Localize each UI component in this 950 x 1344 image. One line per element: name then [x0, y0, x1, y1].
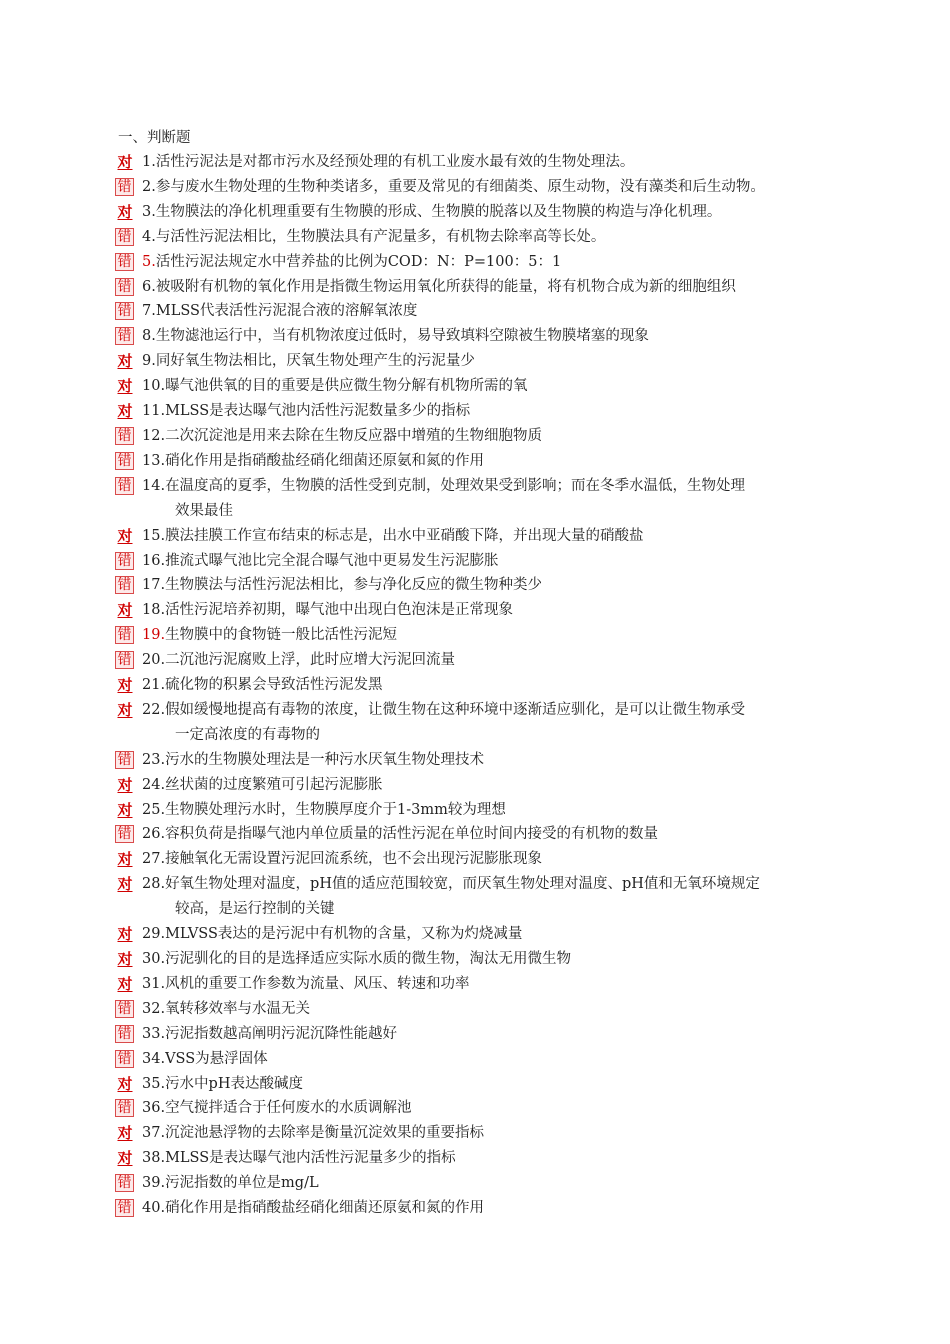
question-number: 15. — [142, 527, 166, 544]
question-item — [115, 524, 855, 549]
question-text: 风机的重要工作参数为流量、风压、转速和功率 — [165, 975, 470, 992]
answer-right-mark: 对 — [117, 925, 133, 944]
question-text: 污泥指数的单位是mg/L — [165, 1175, 319, 1192]
answer-wrong-mark: 错 — [115, 1199, 134, 1217]
answer-wrong-mark: 错 — [115, 302, 134, 320]
answer-right-mark: 对 — [117, 1124, 133, 1143]
question-number: 20. — [142, 652, 166, 669]
question-text: 硝化作用是指硝酸盐经硝化细菌还原氨和氮的作用 — [165, 1200, 485, 1217]
question-number: 14. — [142, 477, 166, 494]
question-item — [115, 474, 855, 524]
question-text: 污水的生物膜处理法是一种污水厌氧生物处理技术 — [165, 751, 485, 768]
question-text: 与活性污泥法相比，生物膜法具有产泥量多，有机物去除率高等长处。 — [155, 228, 606, 245]
question-text: MLSS是表达曝气池内活性污泥数量多少的指标 — [165, 403, 471, 420]
question-item — [115, 1096, 855, 1121]
question-text: 丝状菌的过度繁殖可引起污泥膨胀 — [165, 776, 383, 793]
question-text: 接触氧化无需设置污泥回流系统，也不会出现污泥膨胀现象 — [165, 851, 543, 868]
question-list — [115, 150, 855, 1221]
question-item — [115, 748, 855, 773]
question-item — [115, 1196, 855, 1221]
question-item — [115, 150, 855, 175]
question-item — [115, 698, 855, 748]
answer-right-mark: 对 — [117, 950, 133, 968]
answer-wrong-mark: 错 — [115, 427, 134, 445]
question-number: 26. — [142, 826, 166, 843]
question-number: 34. — [142, 1050, 166, 1067]
answer-wrong-mark: 错 — [115, 327, 134, 345]
question-number: 31. — [142, 975, 166, 992]
question-item — [115, 847, 855, 872]
question-text: 活性污泥法规定水中营养盐的比例为COD：N：P=100：5：1 — [155, 253, 562, 270]
question-text: 被吸附有机物的氧化作用是指微生物运用氧化所获得的能量，将有机物合成为新的细胞组织 — [155, 278, 736, 295]
answer-wrong-mark: 错 — [115, 1050, 134, 1068]
question-text: 硝化作用是指硝酸盐经硝化细菌还原氨和氮的作用 — [165, 452, 485, 469]
question-number: 30. — [142, 951, 166, 967]
answer-right-mark: 对 — [117, 526, 133, 545]
question-text: 氧转移效率与水温无关 — [165, 1000, 311, 1017]
question-text: 膜法挂膜工作宣布结束的标志是，出水中亚硝酸下降，并出现大量的硝酸盐 — [165, 527, 644, 544]
question-text: 污泥指数越高阐明污泥沉降性能越好 — [165, 1025, 398, 1042]
answer-wrong-mark: 错 — [115, 1174, 134, 1192]
question-text: 空气搅拌适合于任何废水的水质调解池 — [165, 1100, 412, 1117]
answer-wrong-mark: 错 — [115, 1099, 134, 1117]
question-item — [115, 250, 855, 275]
question-item — [115, 1171, 855, 1196]
question-item — [115, 872, 855, 922]
question-text: 在温度高的夏季，生物膜的活性受到克制，处理效果受到影响；而在冬季水温低，生物处理 — [165, 477, 746, 494]
question-number: 2. — [142, 178, 156, 195]
question-text: 好氧生物处理对温度，pH值的适应范围较宽，而厌氧生物处理对温度、pH值和无氧环境规定 — [165, 876, 760, 893]
answer-right-mark: 对 — [117, 153, 133, 171]
question-item — [115, 598, 855, 623]
answer-wrong-mark: 错 — [115, 825, 134, 843]
question-text: 硫化物的积累会导致活性污泥发黑 — [165, 677, 383, 694]
question-number: 27. — [142, 851, 166, 868]
question-item — [115, 424, 855, 449]
question-item — [115, 175, 855, 200]
question-text: MLVSS表达的是污泥中有机物的含量，又称为灼烧减量 — [165, 926, 523, 943]
question-item — [115, 1121, 855, 1146]
answer-wrong-mark: 错 — [115, 228, 134, 246]
question-item — [115, 399, 855, 424]
question-text: 参与废水生物处理的生物种类诸多，重要及常见的有细菌类、原生动物，没有藻类和后生动物。 — [155, 178, 765, 195]
question-number: 39. — [142, 1175, 166, 1192]
question-number: 6. — [142, 278, 156, 295]
question-text: 污水中pH表达酸碱度 — [165, 1075, 303, 1092]
answer-wrong-mark: 错 — [115, 626, 134, 644]
question-item — [115, 324, 855, 349]
question-number: 24. — [142, 776, 166, 793]
answer-wrong-mark: 错 — [115, 552, 134, 570]
question-item — [115, 972, 855, 997]
answer-wrong-mark: 错 — [115, 1000, 134, 1018]
question-item — [115, 922, 855, 947]
question-number: 10. — [142, 378, 166, 395]
answer-right-mark: 对 — [117, 352, 133, 371]
question-item — [115, 374, 855, 399]
question-number: 40. — [142, 1200, 166, 1217]
question-item — [115, 1146, 855, 1171]
question-item — [115, 1047, 855, 1072]
answer-wrong-mark: 错 — [115, 477, 134, 495]
question-item — [115, 1022, 855, 1047]
question-item — [115, 349, 855, 374]
question-number: 1. — [142, 154, 156, 170]
question-text: 生物膜法的净化机理重要有生物膜的形成、生物膜的脱落以及生物膜的构造与净化机理。 — [155, 203, 722, 220]
question-number: 32. — [142, 1000, 166, 1017]
question-item — [115, 299, 855, 324]
answer-right-mark: 对 — [117, 676, 133, 695]
question-number: 35. — [142, 1075, 166, 1092]
question-text: 容积负荷是指曝气池内单位质量的活性污泥在单位时间内接受的有机物的数量 — [165, 826, 659, 843]
question-item — [115, 997, 855, 1022]
question-number: 25. — [142, 801, 166, 818]
question-number: 4. — [142, 228, 156, 245]
question-item — [115, 1072, 855, 1097]
question-number: 9. — [142, 353, 156, 370]
question-text: 生物滤池运行中，当有机物浓度过低时，易导致填料空隙被生物膜堵塞的现象 — [155, 328, 649, 345]
question-text: 生物膜法与活性污泥法相比，参与净化反应的微生物种类少 — [165, 577, 543, 594]
question-number: 33. — [142, 1025, 166, 1042]
answer-right-mark: 对 — [117, 1149, 133, 1168]
question-text: 曝气池供氧的目的重要是供应微生物分解有机物所需的氧 — [165, 378, 528, 395]
question-text: MLSS是表达曝气池内活性污泥量多少的指标 — [165, 1150, 456, 1167]
question-text-continuation: 较高，是运行控制的关键 — [175, 901, 335, 918]
section-title: 一、判断题 — [118, 130, 191, 146]
answer-wrong-mark: 错 — [115, 1025, 134, 1043]
question-item — [115, 225, 855, 250]
answer-right-mark: 对 — [117, 850, 133, 869]
answer-right-mark: 对 — [117, 601, 133, 620]
question-item — [115, 798, 855, 823]
question-text: 活性污泥培养初期，曝气池中出现白色泡沫是正常现象 — [165, 602, 514, 619]
question-number: 3. — [142, 203, 156, 220]
answer-right-mark: 对 — [117, 875, 133, 894]
question-item — [115, 673, 855, 698]
answer-wrong-mark: 错 — [115, 278, 134, 296]
question-number: 37. — [142, 1125, 166, 1142]
question-item — [115, 449, 855, 474]
question-item — [115, 947, 855, 972]
answer-right-mark: 对 — [117, 202, 133, 221]
question-text: 二次沉淀池是用来去除在生物反应器中增殖的生物细胞物质 — [165, 427, 543, 444]
answer-wrong-mark: 错 — [115, 576, 134, 594]
question-text: 活性污泥法是对都市污水及经预处理的有机工业废水最有效的生物处理法。 — [155, 154, 635, 170]
question-item — [115, 549, 855, 574]
question-text: 二沉池污泥腐败上浮，此时应增大污泥回流量 — [165, 652, 456, 669]
question-text: 生物膜处理污水时，生物膜厚度介于1-3mm较为理想 — [165, 801, 506, 818]
question-item — [115, 275, 855, 300]
question-text: VSS为悬浮固体 — [165, 1050, 268, 1067]
question-number: 18. — [142, 602, 166, 619]
question-item — [115, 822, 855, 847]
answer-right-mark: 对 — [117, 775, 133, 794]
question-item — [115, 573, 855, 598]
question-item — [115, 648, 855, 673]
question-number: 28. — [142, 876, 166, 893]
answer-right-mark: 对 — [117, 402, 133, 421]
question-text: 推流式曝气池比完全混合曝气池中更易发生污泥膨胀 — [165, 552, 499, 569]
question-item — [115, 623, 855, 648]
question-number: 38. — [142, 1150, 166, 1167]
question-text: MLSS代表活性污泥混合液的溶解氧浓度 — [155, 303, 418, 320]
question-number: 7. — [142, 303, 156, 320]
question-number: 17. — [142, 577, 166, 594]
question-number: 23. — [142, 751, 166, 768]
question-text: 生物膜中的食物链一般比活性污泥短 — [165, 627, 398, 644]
answer-wrong-mark: 错 — [115, 253, 134, 271]
answer-wrong-mark: 错 — [115, 651, 134, 669]
answer-right-mark: 对 — [117, 1074, 133, 1093]
question-number: 29. — [142, 926, 166, 943]
question-number: 36. — [142, 1100, 166, 1117]
answer-right-mark: 对 — [117, 800, 133, 819]
question-text: 污泥驯化的目的是选择适应实际水质的微生物，淘汰无用微生物 — [165, 951, 572, 967]
answer-right-mark: 对 — [117, 974, 133, 993]
answer-wrong-mark: 错 — [115, 178, 134, 196]
answer-wrong-mark: 错 — [115, 751, 134, 769]
question-number: 13. — [142, 452, 166, 469]
question-number: 11. — [142, 403, 166, 420]
question-number: 12. — [142, 427, 166, 444]
question-item — [115, 200, 855, 225]
answer-right-mark: 对 — [117, 700, 133, 719]
answer-wrong-mark: 错 — [115, 452, 134, 470]
question-text-continuation: 一定高浓度的有毒物的 — [175, 726, 320, 743]
question-number: 8. — [142, 328, 156, 345]
question-text: 沉淀池悬浮物的去除率是衡量沉淀效果的重要指标 — [165, 1125, 485, 1142]
question-text: 假如缓慢地提高有毒物的浓度，让微生物在这种环境中逐渐适应驯化，是可以让微生物承受 — [165, 701, 746, 718]
question-number: 21. — [142, 677, 166, 694]
question-text-continuation: 效果最佳 — [175, 502, 233, 519]
question-number: 22. — [142, 701, 166, 718]
question-number: 19. — [142, 627, 166, 644]
question-text: 同好氧生物法相比，厌氧生物处理产生的污泥量少 — [155, 353, 475, 370]
answer-right-mark: 对 — [117, 377, 133, 396]
question-number: 5. — [142, 253, 156, 270]
question-number: 16. — [142, 552, 166, 569]
question-item — [115, 773, 855, 798]
